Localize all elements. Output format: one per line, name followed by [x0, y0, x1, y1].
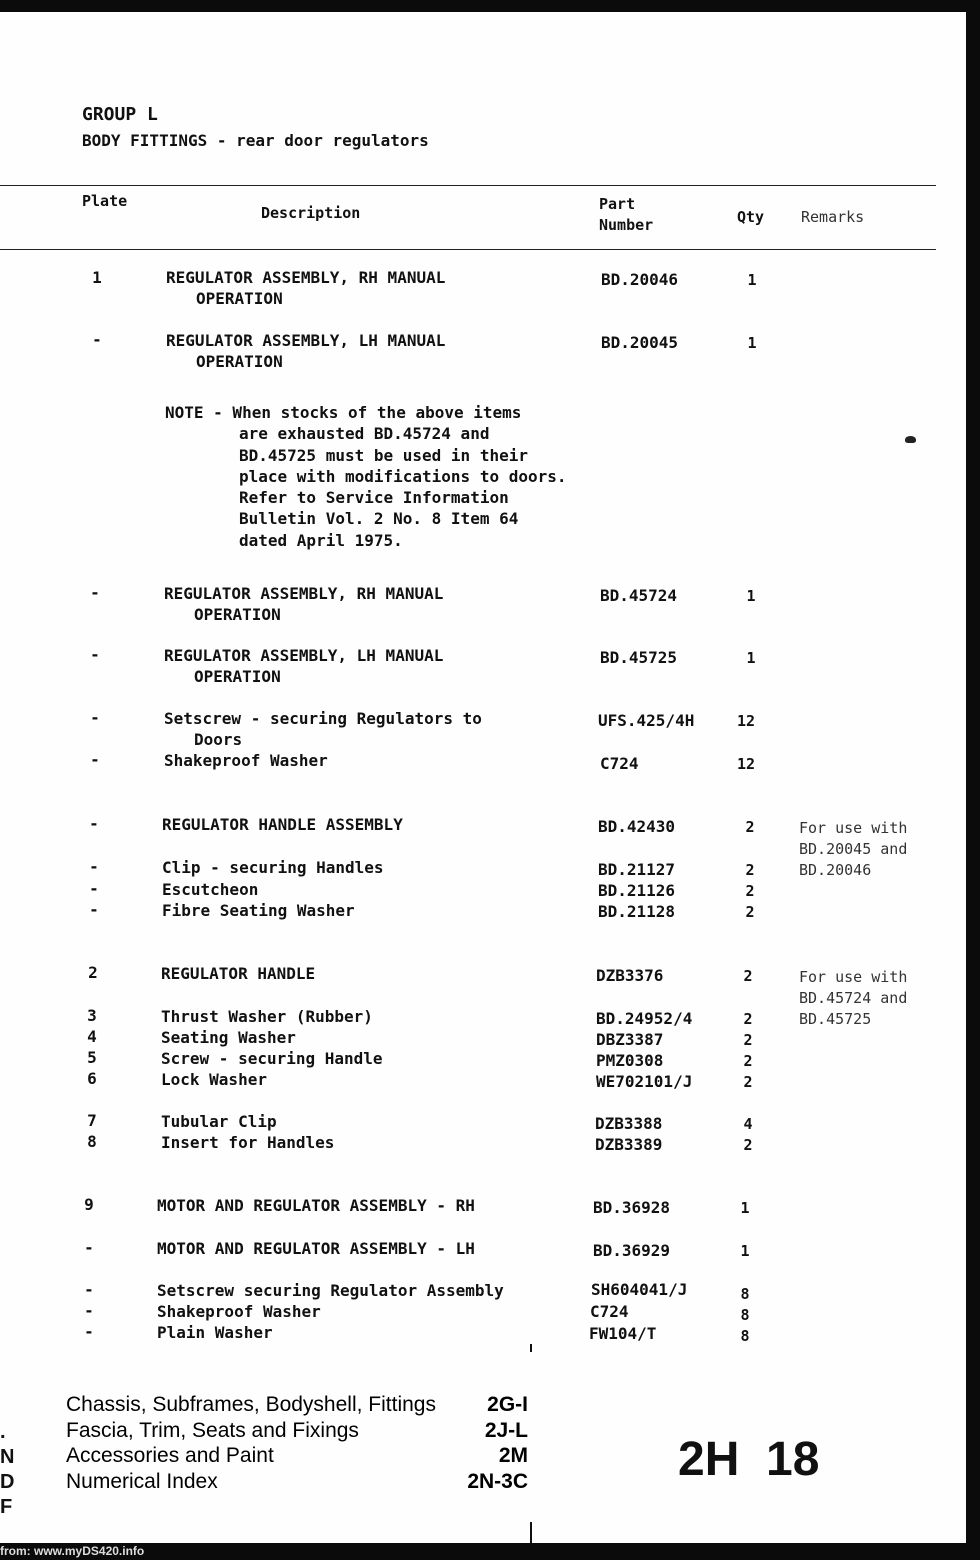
row-plate: 2 [88, 963, 98, 982]
row-plate: 4 [87, 1027, 97, 1046]
row-description: Plain Washer [157, 1323, 273, 1342]
row-qty: 1 [740, 1242, 750, 1260]
row-description-line2: OPERATION [194, 605, 281, 624]
row-qty: 2 [745, 903, 755, 921]
row-qty: 2 [743, 1073, 753, 1091]
row-plate: 5 [87, 1048, 97, 1067]
row-part-number: BD.21127 [598, 860, 676, 879]
column-header-qty: Qty [737, 208, 765, 226]
row-description-line2: OPERATION [196, 289, 283, 308]
row-qty: 12 [736, 755, 756, 773]
row-description-line1: REGULATOR ASSEMBLY, RH MANUAL [166, 268, 446, 287]
column-header-plate: Plate [82, 192, 128, 210]
row-qty: 8 [740, 1306, 750, 1324]
row-part-number: DZB3389 [595, 1135, 663, 1154]
row-part-number: FW104/T [589, 1324, 657, 1343]
row-description: Insert for Handles [161, 1133, 335, 1152]
row-part-number: SH604041/J [591, 1280, 688, 1299]
row-plate: - [90, 750, 100, 769]
row-qty: 1 [740, 1199, 750, 1217]
row-description: MOTOR AND REGULATOR ASSEMBLY - RH [157, 1196, 475, 1215]
row-part-number: C724 [600, 754, 639, 773]
side-letter: . [0, 1421, 6, 1443]
row-description: Screw - securing Handle [161, 1049, 383, 1068]
row-plate: 1 [92, 268, 102, 287]
vertical-tick [530, 1522, 532, 1544]
row-description: Seating Washer [161, 1028, 296, 1047]
row-part-number: WE702101/J [596, 1072, 693, 1091]
row-plate: 7 [87, 1111, 97, 1130]
row-description: Lock Washer [161, 1070, 267, 1089]
row-description [166, 330, 445, 372]
row-remarks [799, 967, 907, 1030]
scan-border-top [0, 0, 980, 12]
side-letter: F [0, 1496, 13, 1518]
row-qty: 12 [736, 712, 756, 730]
index-label: Numerical Index [66, 1469, 218, 1493]
row-part-number: BD.45725 [600, 648, 678, 667]
remarks-line: For use with [799, 819, 908, 837]
row-plate: - [84, 1322, 94, 1341]
row-plate: 8 [87, 1132, 97, 1151]
index-label: Fascia, Trim, Seats and Fixings [66, 1418, 359, 1442]
row-plate: 9 [84, 1195, 94, 1214]
side-letter: N [0, 1446, 15, 1468]
row-plate: - [89, 857, 99, 876]
row-plate: - [90, 708, 100, 727]
row-qty: 2 [745, 882, 755, 900]
row-description: Clip - securing Handles [162, 858, 384, 877]
note-line: BD.45725 must be used in their [239, 445, 528, 465]
source-credit: from: www.myDS420.info [0, 1544, 145, 1558]
row-qty: 1 [746, 649, 756, 667]
row-part-number: DZB3376 [596, 966, 664, 985]
index-code: 2G-I [487, 1393, 528, 1416]
scan-border-right [966, 0, 980, 1560]
row-qty: 2 [743, 1031, 753, 1049]
row-plate: - [90, 583, 100, 602]
row-description: Tubular Clip [161, 1112, 277, 1131]
row-part-number: DBZ3387 [596, 1030, 664, 1049]
row-description: REGULATOR HANDLE [161, 964, 316, 983]
note-line: dated April 1975. [239, 530, 403, 550]
note-line: Refer to Service Information [239, 488, 509, 508]
remarks-line: BD.45725 [799, 1010, 872, 1028]
row-qty: 1 [746, 587, 756, 605]
section-subtitle: BODY FITTINGS - rear door regulators [82, 131, 429, 150]
row-qty: 2 [743, 1052, 753, 1070]
row-qty: 2 [743, 1010, 753, 1028]
row-description-line1: REGULATOR ASSEMBLY, RH MANUAL [164, 584, 444, 603]
row-description: REGULATOR HANDLE ASSEMBLY [162, 815, 403, 834]
index-code: 2J-L [484, 1418, 528, 1442]
row-part-number: PMZ0308 [596, 1051, 664, 1070]
index-code: 2N-3C [467, 1469, 528, 1493]
row-part-number: BD.42430 [598, 817, 676, 836]
row-plate: 3 [87, 1006, 97, 1025]
row-description-line1: REGULATOR ASSEMBLY, LH MANUAL [166, 331, 446, 350]
row-remarks [799, 818, 907, 881]
column-header-remarks: Remarks [801, 208, 865, 226]
row-plate: - [84, 1280, 94, 1299]
index-label: Accessories and Paint [66, 1444, 274, 1467]
index-row [66, 1469, 528, 1495]
row-description-line1: REGULATOR ASSEMBLY, LH MANUAL [164, 646, 444, 665]
index-row [66, 1443, 528, 1469]
row-part-number: BD.24952/4 [596, 1009, 693, 1028]
document-page [0, 12, 966, 1543]
row-description: Escutcheon [162, 880, 259, 899]
vertical-tick [530, 1344, 532, 1352]
row-description: MOTOR AND REGULATOR ASSEMBLY - LH [157, 1239, 475, 1258]
index-row [66, 1418, 528, 1444]
row-qty: 1 [747, 334, 757, 352]
row-plate: 6 [87, 1069, 97, 1088]
note-line: Bulletin Vol. 2 No. 8 Item 64 [239, 509, 519, 529]
row-part-number: BD.36929 [593, 1241, 671, 1260]
row-qty: 2 [743, 1136, 753, 1154]
row-plate: - [84, 1301, 94, 1320]
row-description [166, 267, 445, 309]
note-line: place with modifications to doors. [239, 466, 567, 486]
row-plate: - [84, 1238, 94, 1257]
cropped-side-letters [0, 1420, 14, 1520]
index-code: 2M [498, 1444, 528, 1467]
remarks-line: BD.20046 [799, 861, 872, 879]
group-title: GROUP L [82, 104, 158, 125]
row-part-number: BD.21126 [598, 881, 676, 900]
row-description-line2: OPERATION [196, 352, 283, 371]
row-plate: - [90, 645, 100, 664]
scan-border-bottom [0, 1543, 980, 1560]
row-part-number: BD.21128 [598, 902, 676, 921]
row-qty: 2 [743, 967, 753, 985]
header-rule-bottom [0, 249, 936, 250]
row-part-number: C724 [590, 1302, 629, 1321]
remarks-line: BD.20045 and [799, 840, 908, 858]
row-plate: - [92, 330, 102, 349]
header-rule-top [0, 185, 936, 186]
row-part-number: BD.36928 [593, 1198, 671, 1217]
supersession-note [165, 402, 567, 551]
row-qty: 8 [740, 1285, 750, 1303]
row-description: Fibre Seating Washer [162, 901, 355, 920]
row-plate: - [89, 814, 99, 833]
column-header-part-line2: Number [599, 216, 654, 234]
ink-mark [905, 436, 916, 443]
row-plate: - [89, 879, 99, 898]
page-code [678, 1432, 819, 1487]
index-label: Chassis, Subframes, Bodyshell, Fittings [66, 1393, 436, 1416]
column-header-part [599, 194, 653, 236]
remarks-line: For use with [799, 968, 908, 986]
row-part-number: BD.20046 [601, 270, 679, 289]
row-description [164, 708, 482, 750]
row-qty: 2 [745, 861, 755, 879]
side-letter: D [0, 1471, 15, 1493]
row-part-number: UFS.425/4H [598, 711, 695, 730]
row-qty: 8 [740, 1327, 750, 1345]
row-part-number: BD.20045 [601, 333, 679, 352]
index-row [66, 1392, 528, 1418]
row-description-line2: Doors [194, 730, 243, 749]
row-description-line1: Setscrew - securing Regulators to [164, 709, 482, 728]
row-description: Shakeproof Washer [157, 1302, 321, 1321]
row-description-line2: OPERATION [194, 667, 281, 686]
column-header-part-line1: Part [599, 195, 636, 213]
note-line: NOTE - When stocks of the above items [165, 403, 522, 422]
row-part-number: BD.45724 [600, 586, 678, 605]
page-code-text: 2H 18 [678, 1433, 820, 1486]
row-description [164, 583, 443, 625]
row-description: Shakeproof Washer [164, 751, 328, 770]
note-line: are exhausted BD.45724 and [239, 424, 490, 444]
row-qty: 4 [743, 1115, 753, 1133]
row-qty: 1 [747, 271, 757, 289]
column-header-description: Description [261, 204, 361, 222]
row-description: Setscrew securing Regulator Assembly [157, 1281, 504, 1300]
row-qty: 2 [745, 818, 755, 836]
fiche-index [66, 1392, 528, 1494]
row-description: Thrust Washer (Rubber) [161, 1007, 373, 1026]
row-part-number: DZB3388 [595, 1114, 663, 1133]
remarks-line: BD.45724 and [799, 989, 908, 1007]
row-description [164, 645, 443, 687]
row-plate: - [89, 900, 99, 919]
